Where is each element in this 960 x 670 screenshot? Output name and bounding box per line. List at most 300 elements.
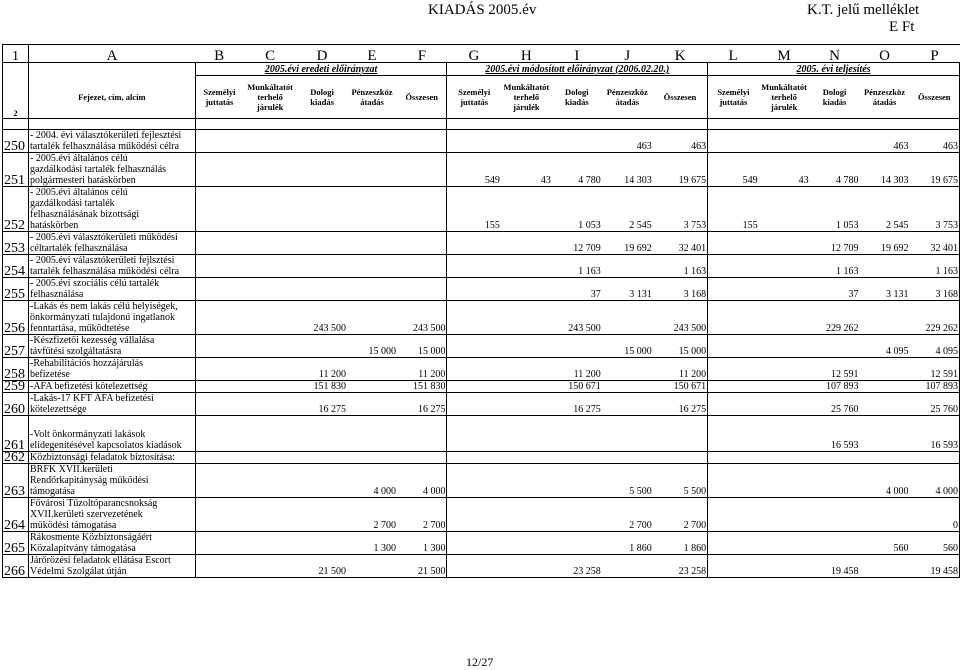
value-cell [243, 393, 297, 416]
row-number: 265 [3, 532, 29, 555]
blank-cell [347, 119, 397, 130]
row-number: 251 [3, 153, 29, 187]
description-line: fenntartása, működtetése [29, 323, 130, 334]
column-letter: H [501, 45, 552, 63]
blank-cell [28, 119, 195, 130]
value-cell [759, 358, 810, 381]
value-cell: 3 168 [653, 278, 708, 301]
value-cell [708, 130, 759, 153]
description-line: gazdálkodási tartalék felhasználás [29, 164, 167, 175]
table-row [3, 130, 960, 153]
value-cell: 19 675 [909, 153, 959, 187]
page-number: 12/27 [466, 655, 494, 669]
value-cell [347, 358, 397, 381]
blank-cell [602, 119, 653, 130]
blank-cell [860, 119, 910, 130]
document-title: KIADÁS 2005.év [428, 2, 537, 18]
value-cell [447, 358, 501, 381]
value-cell: 25 760 [909, 393, 959, 416]
column-header: Munkáltatót terhelő járulék [243, 76, 297, 119]
value-cell [708, 255, 759, 278]
value-cell [501, 130, 552, 153]
value-cell [759, 301, 810, 335]
value-cell [501, 498, 552, 532]
row-description [28, 232, 195, 255]
value-cell: 4 780 [552, 153, 602, 187]
value-cell: 3 131 [602, 278, 653, 301]
value-cell [195, 452, 243, 464]
value-cell: 11 200 [297, 358, 347, 381]
table-row [3, 393, 960, 416]
description-line: Védelmi Szolgálat útján [29, 566, 127, 577]
group-header-row [3, 63, 960, 76]
value-cell [195, 464, 243, 498]
value-cell: 4 000 [397, 464, 447, 498]
value-cell: 3 168 [909, 278, 959, 301]
description-line: hatáskörben [29, 220, 79, 231]
value-cell: 12 591 [810, 358, 860, 381]
table-row [3, 416, 960, 452]
value-cell [810, 130, 860, 153]
value-cell [602, 381, 653, 393]
blank-cell [759, 119, 810, 130]
value-cell: 1 860 [653, 532, 708, 555]
column-header: Összesen [653, 76, 708, 119]
value-cell [552, 532, 602, 555]
value-cell: 19 692 [602, 232, 653, 255]
value-cell [501, 335, 552, 358]
description-line: XVII.kerületi szervezetének [29, 509, 143, 520]
value-cell [501, 555, 552, 578]
value-cell [243, 335, 297, 358]
value-cell [860, 301, 910, 335]
blank-cell [708, 119, 759, 130]
column-header: Pénzeszköz átadás [860, 76, 910, 119]
value-cell: 2 700 [602, 498, 653, 532]
value-cell [759, 187, 810, 232]
value-cell: 43 [759, 153, 810, 187]
value-cell [810, 335, 860, 358]
description-line: BRFK XVII.kerületi [29, 464, 113, 475]
value-cell [860, 358, 910, 381]
row-number [3, 63, 29, 76]
value-cell [810, 532, 860, 555]
description-line: Járőrözési feladatok ellátása Escort [29, 555, 171, 566]
value-cell [708, 464, 759, 498]
column-header: Dologi kiadás [552, 76, 602, 119]
value-cell: 0 [909, 498, 959, 532]
value-cell [297, 187, 347, 232]
group-header: 2005.évi eredeti előirányzat [195, 63, 447, 76]
group-header: 2005. évi teljesítés [708, 63, 960, 76]
value-cell [195, 532, 243, 555]
value-cell: 37 [552, 278, 602, 301]
value-cell: 463 [860, 130, 910, 153]
value-cell: 155 [708, 187, 759, 232]
value-cell [243, 555, 297, 578]
value-cell: 14 303 [860, 153, 910, 187]
value-cell [195, 232, 243, 255]
value-cell: 15 000 [347, 335, 397, 358]
column-letter: G [447, 45, 501, 63]
value-cell [397, 255, 447, 278]
table-row [3, 358, 960, 381]
column-header: Pénzeszköz átadás [602, 76, 653, 119]
description-line: támogatása [29, 486, 75, 497]
column-letter: E [347, 45, 397, 63]
row-number: 256 [3, 301, 29, 335]
row-number: 261 [3, 416, 29, 452]
value-cell: 2 700 [653, 498, 708, 532]
description-line: felhasználásának bizottsági [29, 209, 140, 220]
value-cell [243, 255, 297, 278]
row-number: 2 [3, 76, 29, 119]
value-cell [397, 153, 447, 187]
value-cell: 2 545 [860, 187, 910, 232]
description-line: -Rehabilitációs hozzájárulás [29, 358, 143, 369]
value-cell: 15 000 [602, 335, 653, 358]
value-cell [501, 464, 552, 498]
value-cell [397, 187, 447, 232]
value-cell: 155 [447, 187, 501, 232]
value-cell [860, 255, 910, 278]
value-cell: 151 830 [297, 381, 347, 393]
column-header: Munkáltatót terhelő járulék [501, 76, 552, 119]
value-cell: 4 000 [909, 464, 959, 498]
value-cell [397, 130, 447, 153]
row-description [28, 452, 195, 464]
value-cell [243, 301, 297, 335]
value-cell [195, 278, 243, 301]
value-cell [552, 498, 602, 532]
value-cell: 4 095 [909, 335, 959, 358]
value-cell [347, 393, 397, 416]
description-line: - 2005.évi általános célú [29, 187, 128, 198]
description-line: -Volt önkormányzati lakások [29, 429, 146, 440]
value-cell [195, 555, 243, 578]
column-header: Pénzeszköz átadás [347, 76, 397, 119]
value-cell [195, 335, 243, 358]
value-cell: 243 500 [552, 301, 602, 335]
value-cell [297, 232, 347, 255]
value-cell [297, 532, 347, 555]
row-number [3, 119, 29, 130]
value-cell [297, 335, 347, 358]
value-cell [602, 416, 653, 452]
value-cell: 1 163 [653, 255, 708, 278]
column-letter-row [3, 45, 960, 63]
value-cell: 12 591 [909, 358, 959, 381]
value-cell [602, 255, 653, 278]
value-cell: 1 163 [552, 255, 602, 278]
value-cell [501, 358, 552, 381]
column-letter: L [708, 45, 759, 63]
description-line: gazdálkodási tartalék [29, 198, 115, 209]
row-number: 259 [3, 381, 29, 393]
value-cell: 11 200 [653, 358, 708, 381]
blank-cell [243, 119, 297, 130]
column-header: Munkáltatót terhelő járulék [759, 76, 810, 119]
description-line: befizetése [29, 369, 70, 380]
value-cell: 1 300 [397, 532, 447, 555]
value-cell [759, 532, 810, 555]
value-cell [195, 393, 243, 416]
blank-cell [810, 119, 860, 130]
value-cell: 463 [602, 130, 653, 153]
value-cell: 15 000 [653, 335, 708, 358]
row-description [28, 464, 195, 498]
row-description [28, 153, 195, 187]
table-row [3, 498, 960, 532]
description-line: -Lakás-17 KFT ÁFA befizetési [29, 393, 154, 404]
description-line: elidegenítésével kapcsolatos kiadások [29, 440, 182, 451]
value-cell: 19 675 [653, 153, 708, 187]
row-number: 252 [3, 187, 29, 232]
value-cell: 16 275 [653, 393, 708, 416]
row-number: 257 [3, 335, 29, 358]
value-cell [708, 358, 759, 381]
value-cell: 229 262 [810, 301, 860, 335]
value-cell [552, 130, 602, 153]
column-letter: D [297, 45, 347, 63]
description-line: -ÁFA befizetési kötelezettség [29, 381, 148, 392]
value-cell: 25 760 [810, 393, 860, 416]
column-letter: O [860, 45, 910, 63]
value-cell: 16 275 [397, 393, 447, 416]
value-cell: 3 753 [653, 187, 708, 232]
value-cell: 23 258 [653, 555, 708, 578]
value-cell: 463 [653, 130, 708, 153]
value-cell: 43 [501, 153, 552, 187]
value-cell [501, 381, 552, 393]
value-cell: 19 692 [860, 232, 910, 255]
value-cell: 107 893 [810, 381, 860, 393]
blank-cell [397, 119, 447, 130]
row-number: 1 [3, 45, 29, 63]
value-cell [297, 255, 347, 278]
column-header: Személyi juttatás [195, 76, 243, 119]
value-cell: 16 593 [810, 416, 860, 452]
row-description [28, 130, 195, 153]
value-cell [860, 452, 910, 464]
value-cell [759, 255, 810, 278]
value-cell [602, 393, 653, 416]
value-cell: 5 500 [653, 464, 708, 498]
value-cell [195, 498, 243, 532]
row-number: 266 [3, 555, 29, 578]
value-cell [501, 301, 552, 335]
value-cell [759, 393, 810, 416]
row-number: 258 [3, 358, 29, 381]
value-cell [243, 416, 297, 452]
value-cell [501, 532, 552, 555]
value-cell: 549 [708, 153, 759, 187]
description-line: - 2005.évi szociális célú tartalék [29, 278, 160, 289]
value-cell: 4 000 [860, 464, 910, 498]
value-cell: 5 500 [602, 464, 653, 498]
value-cell [759, 130, 810, 153]
blank-cell [909, 119, 959, 130]
description-line: - 2005.évi általános célú [29, 153, 128, 164]
value-cell [860, 416, 910, 452]
value-cell [397, 232, 447, 255]
value-cell [243, 130, 297, 153]
description-line: Fővárosi Tűzoltóparancsnokság [29, 498, 158, 509]
value-cell: 19 458 [810, 555, 860, 578]
blank-cell [297, 119, 347, 130]
value-cell [447, 232, 501, 255]
row-description [28, 187, 195, 232]
value-cell [297, 452, 347, 464]
value-cell [708, 301, 759, 335]
row-description [28, 555, 195, 578]
table-row [3, 381, 960, 393]
value-cell [347, 255, 397, 278]
blank-cell [28, 63, 195, 76]
value-cell: 1 300 [347, 532, 397, 555]
value-cell [447, 130, 501, 153]
value-cell [447, 335, 501, 358]
value-cell: 229 262 [909, 301, 959, 335]
value-cell [602, 555, 653, 578]
table-row [3, 452, 960, 464]
value-cell [759, 464, 810, 498]
description-header: Fejezet, cím, alcím [28, 76, 195, 119]
value-cell [759, 232, 810, 255]
table-row [3, 153, 960, 187]
value-cell: 11 200 [397, 358, 447, 381]
value-cell [653, 452, 708, 464]
value-cell: 12 709 [810, 232, 860, 255]
value-cell: 2 700 [397, 498, 447, 532]
value-cell [243, 381, 297, 393]
table-row [3, 232, 960, 255]
row-number: 260 [3, 393, 29, 416]
value-cell [759, 416, 810, 452]
table-row [3, 187, 960, 232]
value-cell [810, 498, 860, 532]
value-cell: 16 593 [909, 416, 959, 452]
value-cell [447, 498, 501, 532]
value-cell: 151 830 [397, 381, 447, 393]
value-cell: 243 500 [297, 301, 347, 335]
value-cell [297, 130, 347, 153]
value-cell: 32 401 [653, 232, 708, 255]
row-number: 264 [3, 498, 29, 532]
row-description [28, 358, 195, 381]
value-cell [243, 232, 297, 255]
column-letter: B [195, 45, 243, 63]
value-cell: 1 163 [909, 255, 959, 278]
value-cell [195, 381, 243, 393]
blank-cell [195, 119, 243, 130]
blank-cell [653, 119, 708, 130]
value-cell [653, 416, 708, 452]
value-cell [759, 498, 810, 532]
value-cell [347, 187, 397, 232]
value-cell [602, 358, 653, 381]
column-letter: C [243, 45, 297, 63]
value-cell [243, 153, 297, 187]
value-cell: 150 671 [653, 381, 708, 393]
value-cell [297, 464, 347, 498]
value-cell [602, 452, 653, 464]
row-description [28, 381, 195, 393]
value-cell: 560 [860, 532, 910, 555]
value-cell: 15 000 [397, 335, 447, 358]
value-cell [501, 278, 552, 301]
value-cell [447, 393, 501, 416]
value-cell [708, 498, 759, 532]
column-header: Személyi juttatás [447, 76, 501, 119]
budget-table [2, 44, 960, 578]
value-cell [447, 464, 501, 498]
value-cell [447, 452, 501, 464]
row-number: 254 [3, 255, 29, 278]
value-cell [708, 555, 759, 578]
blank-cell [447, 119, 501, 130]
value-cell: 12 709 [552, 232, 602, 255]
value-cell [347, 153, 397, 187]
column-letter: J [602, 45, 653, 63]
value-cell [447, 381, 501, 393]
column-letter: M [759, 45, 810, 63]
table-row [3, 255, 960, 278]
value-cell [195, 187, 243, 232]
annex-label: K.T. jelű melléklet [807, 2, 920, 18]
value-cell [860, 393, 910, 416]
value-cell: 2 700 [347, 498, 397, 532]
value-cell [708, 381, 759, 393]
value-cell [243, 358, 297, 381]
value-cell: 549 [447, 153, 501, 187]
description-line: -Készfizetői kezesség vállalása [29, 335, 155, 346]
value-cell [447, 532, 501, 555]
value-cell [501, 416, 552, 452]
description-line: polgármesteri hatáskörben [29, 175, 136, 186]
value-cell [447, 301, 501, 335]
row-number: 262 [3, 452, 29, 464]
row-description [28, 278, 195, 301]
value-cell: 3 131 [860, 278, 910, 301]
value-cell: 11 200 [552, 358, 602, 381]
column-header: Összesen [909, 76, 959, 119]
value-cell: 1 053 [810, 187, 860, 232]
value-cell [552, 416, 602, 452]
value-cell [397, 416, 447, 452]
row-number: 250 [3, 130, 29, 153]
value-cell [297, 416, 347, 452]
value-cell [860, 381, 910, 393]
row-description [28, 301, 195, 335]
value-cell [860, 498, 910, 532]
value-cell [243, 498, 297, 532]
row-description [28, 532, 195, 555]
value-cell [552, 452, 602, 464]
value-cell [243, 187, 297, 232]
description-line: működési támogatása [29, 520, 117, 531]
value-cell [501, 232, 552, 255]
value-cell [397, 452, 447, 464]
value-cell: 463 [909, 130, 959, 153]
value-cell: 37 [810, 278, 860, 301]
description-line: -Lakás és nem lakás célú helyiségek, [29, 301, 178, 312]
value-cell: 2 545 [602, 187, 653, 232]
value-cell [501, 393, 552, 416]
description-line: önkormányzati tulajdonú ingatlanok [29, 312, 175, 323]
value-cell [195, 358, 243, 381]
value-cell: 107 893 [909, 381, 959, 393]
